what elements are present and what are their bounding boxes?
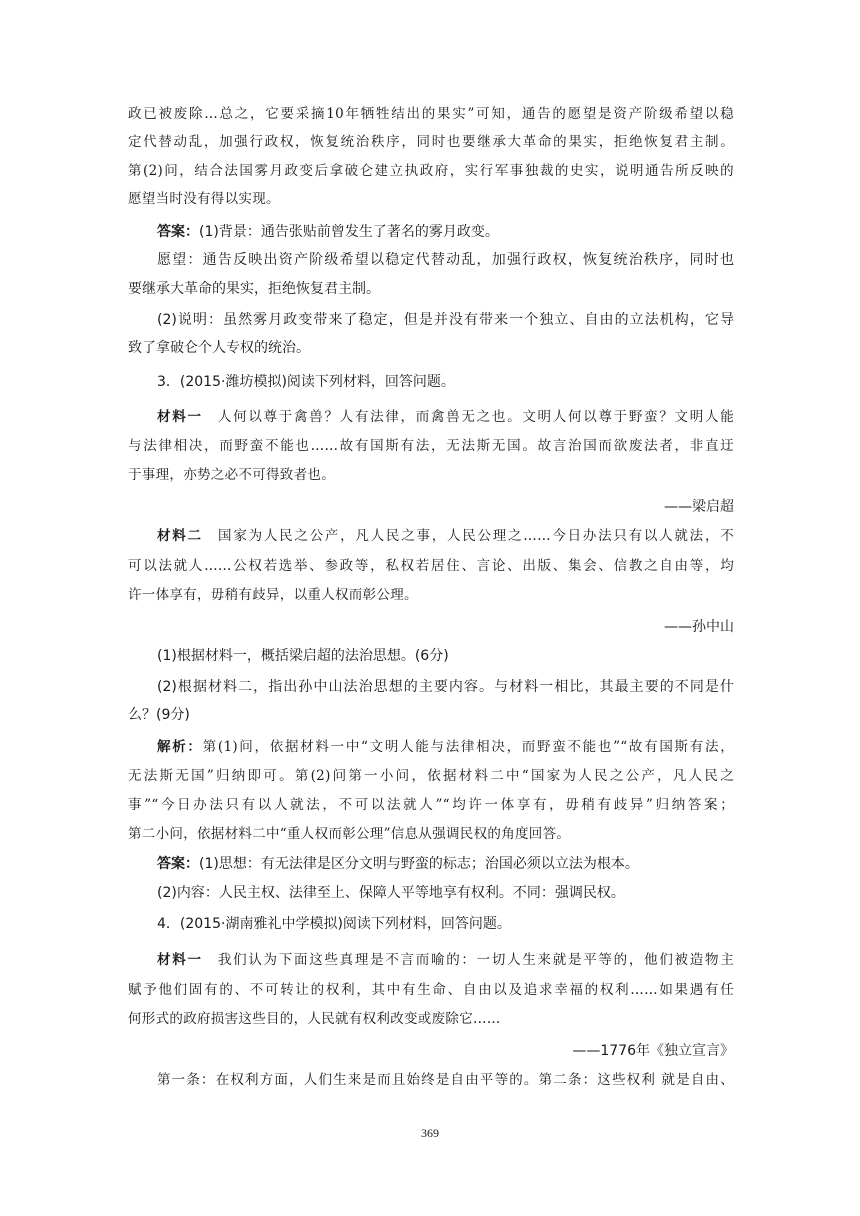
text-line xyxy=(157,310,734,330)
question-heading xyxy=(157,372,734,392)
line-text: 4．(2015·湖南雅礼中学模拟)阅读下列材料，回答问题。 xyxy=(157,916,511,932)
question-heading xyxy=(157,914,734,934)
text-line xyxy=(128,980,734,1000)
answer-line xyxy=(157,222,734,242)
text-line xyxy=(157,1070,734,1090)
line-text: (2)内容：人民主权、法律至上、保障人平等地享有权利。不同：强调民权。 xyxy=(157,885,625,901)
text-line xyxy=(128,705,734,725)
line-text: 第(2)问，结合法国雾月政变后拿破仑建立执政府，实行军事独裁的史实，说明通告所反映的 xyxy=(128,163,734,179)
text-line xyxy=(128,556,734,576)
attribution xyxy=(128,617,734,637)
material-label: 材料一 xyxy=(157,409,203,425)
line-text: (1)思想：有无法律是区分文明与野蛮的标志；治国必须以立法为根本。 xyxy=(199,856,639,872)
line-text: 第一条：在权利方面，人们生来是而且始终是自由平等的。第二条：这些权利 就是自由、 xyxy=(157,1072,734,1088)
line-text: 要继承大革命的果实，拒绝恢复君主制。 xyxy=(128,281,380,297)
line-text: 与法律相决，而野蛮不能也……故有国斯有法，无法斯无国。故言治国而欲废法者，非直迂 xyxy=(128,438,734,454)
analysis-line xyxy=(157,737,734,757)
line-text: ——孙中山 xyxy=(664,619,734,635)
text-line xyxy=(128,465,734,485)
line-text: ——1776年《独立宣言》 xyxy=(572,1043,734,1059)
line-text: ——梁启超 xyxy=(664,499,734,515)
line-text: 3．(2015·潍坊模拟)阅读下列材料，回答问题。 xyxy=(157,374,455,390)
text-line xyxy=(128,766,734,786)
line-text: (2)根据材料二，指出孙中山法治思想的主要内容。与材料一相比，其最主要的不同是什 xyxy=(157,679,734,695)
text-line xyxy=(128,436,734,456)
material-label: 材料二 xyxy=(157,528,203,544)
text-line xyxy=(128,824,734,844)
page-number: 369 xyxy=(421,1126,439,1140)
text-line xyxy=(128,279,734,299)
line-text: 定代替动乱，加强行政权，恢复统治秩序，同时也要继承大革命的果实，拒绝恢复君主制。 xyxy=(128,134,734,150)
line-text: 第(1)问，依据材料一中“文明人能与法律相决，而野蛮不能也”“故有国斯有法， xyxy=(202,739,734,755)
line-text: 赋予他们固有的、不可转让的权利，其中有生命、自由以及追求幸福的权利……如果遇有任 xyxy=(128,982,734,998)
material-line xyxy=(157,407,734,427)
text-line xyxy=(128,161,734,181)
attribution xyxy=(128,1041,734,1061)
line-text: (2)说明：虽然雾月政变带来了稳定，但是并没有带来一个独立、自由的立法机构，它导 xyxy=(157,312,734,328)
text-line xyxy=(128,189,734,209)
line-text: 致了拿破仑个人专权的统治。 xyxy=(128,340,310,356)
line-text: 第二小问，依据材料二中“重人权而彰公理”信息从强调民权的角度回答。 xyxy=(128,826,571,842)
line-text: 可以法就人……公权若选举、参政等，私权若居住、言论、出版、集会、信教之自由等，均 xyxy=(128,558,734,574)
analysis-label: 解析： xyxy=(157,739,203,755)
material-label: 材料一 xyxy=(157,952,203,968)
line-text: 人何以尊于禽兽？人有法律，而禽兽无之也。文明人何以尊于野蛮？文明人能 xyxy=(202,409,734,425)
text-line xyxy=(157,250,734,270)
line-text: (1)背景：通告张贴前曾发生了著名的雾月政变。 xyxy=(199,224,499,240)
text-line xyxy=(128,104,734,124)
line-text: 于事理，亦势之必不可得致者也。 xyxy=(128,467,335,483)
answer-label: 答案： xyxy=(157,224,199,240)
line-text: 我们认为下面这些真理是不言而喻的：一切人生来就是平等的，他们被造物主 xyxy=(202,952,734,968)
text-line xyxy=(128,1009,734,1029)
line-text: 么？(9分) xyxy=(128,707,190,723)
line-text: 许一体享有，毋稍有歧异，以重人权而彰公理。 xyxy=(128,587,418,603)
line-text: 无法斯无国”归纳即可。第(2)问第一小问，依据材料二中“国家为人民之公产，凡人民之 xyxy=(128,768,734,784)
line-text: 何形式的政府损害这些目的，人民就有权利改变或废除它…… xyxy=(128,1011,501,1027)
line-text: (1)根据材料一，概括梁启超的法治思想。(6分) xyxy=(157,648,449,664)
line-text: 愿望：通告反映出资产阶级希望以稳定代替动乱，加强行政权，恢复统治秩序，同时也 xyxy=(157,252,734,268)
material-line xyxy=(157,950,734,970)
sub-question xyxy=(157,677,734,697)
text-line xyxy=(128,795,734,815)
text-line xyxy=(128,132,734,152)
text-line xyxy=(128,585,734,605)
line-text: 愿望当时没有得以实现。 xyxy=(128,191,280,207)
line-text: 政已被废除…总之，它要采摘10年牺牲结出的果实”可知，通告的愿望是资产阶级希望以稳 xyxy=(128,106,734,122)
attribution xyxy=(128,497,734,517)
line-text: 事”“今日办法只有以人就法，不可以法就人”“均许一体享有，毋稍有歧异”归纳答案； xyxy=(128,797,734,813)
material-line xyxy=(157,526,734,546)
answer-line xyxy=(157,854,734,874)
sub-question xyxy=(157,646,734,666)
line-text: 国家为人民之公产，凡人民之事，人民公理之……今日办法只有以人就法，不 xyxy=(202,528,734,544)
text-line xyxy=(128,338,734,358)
answer-label: 答案： xyxy=(157,856,199,872)
text-line xyxy=(157,883,734,903)
